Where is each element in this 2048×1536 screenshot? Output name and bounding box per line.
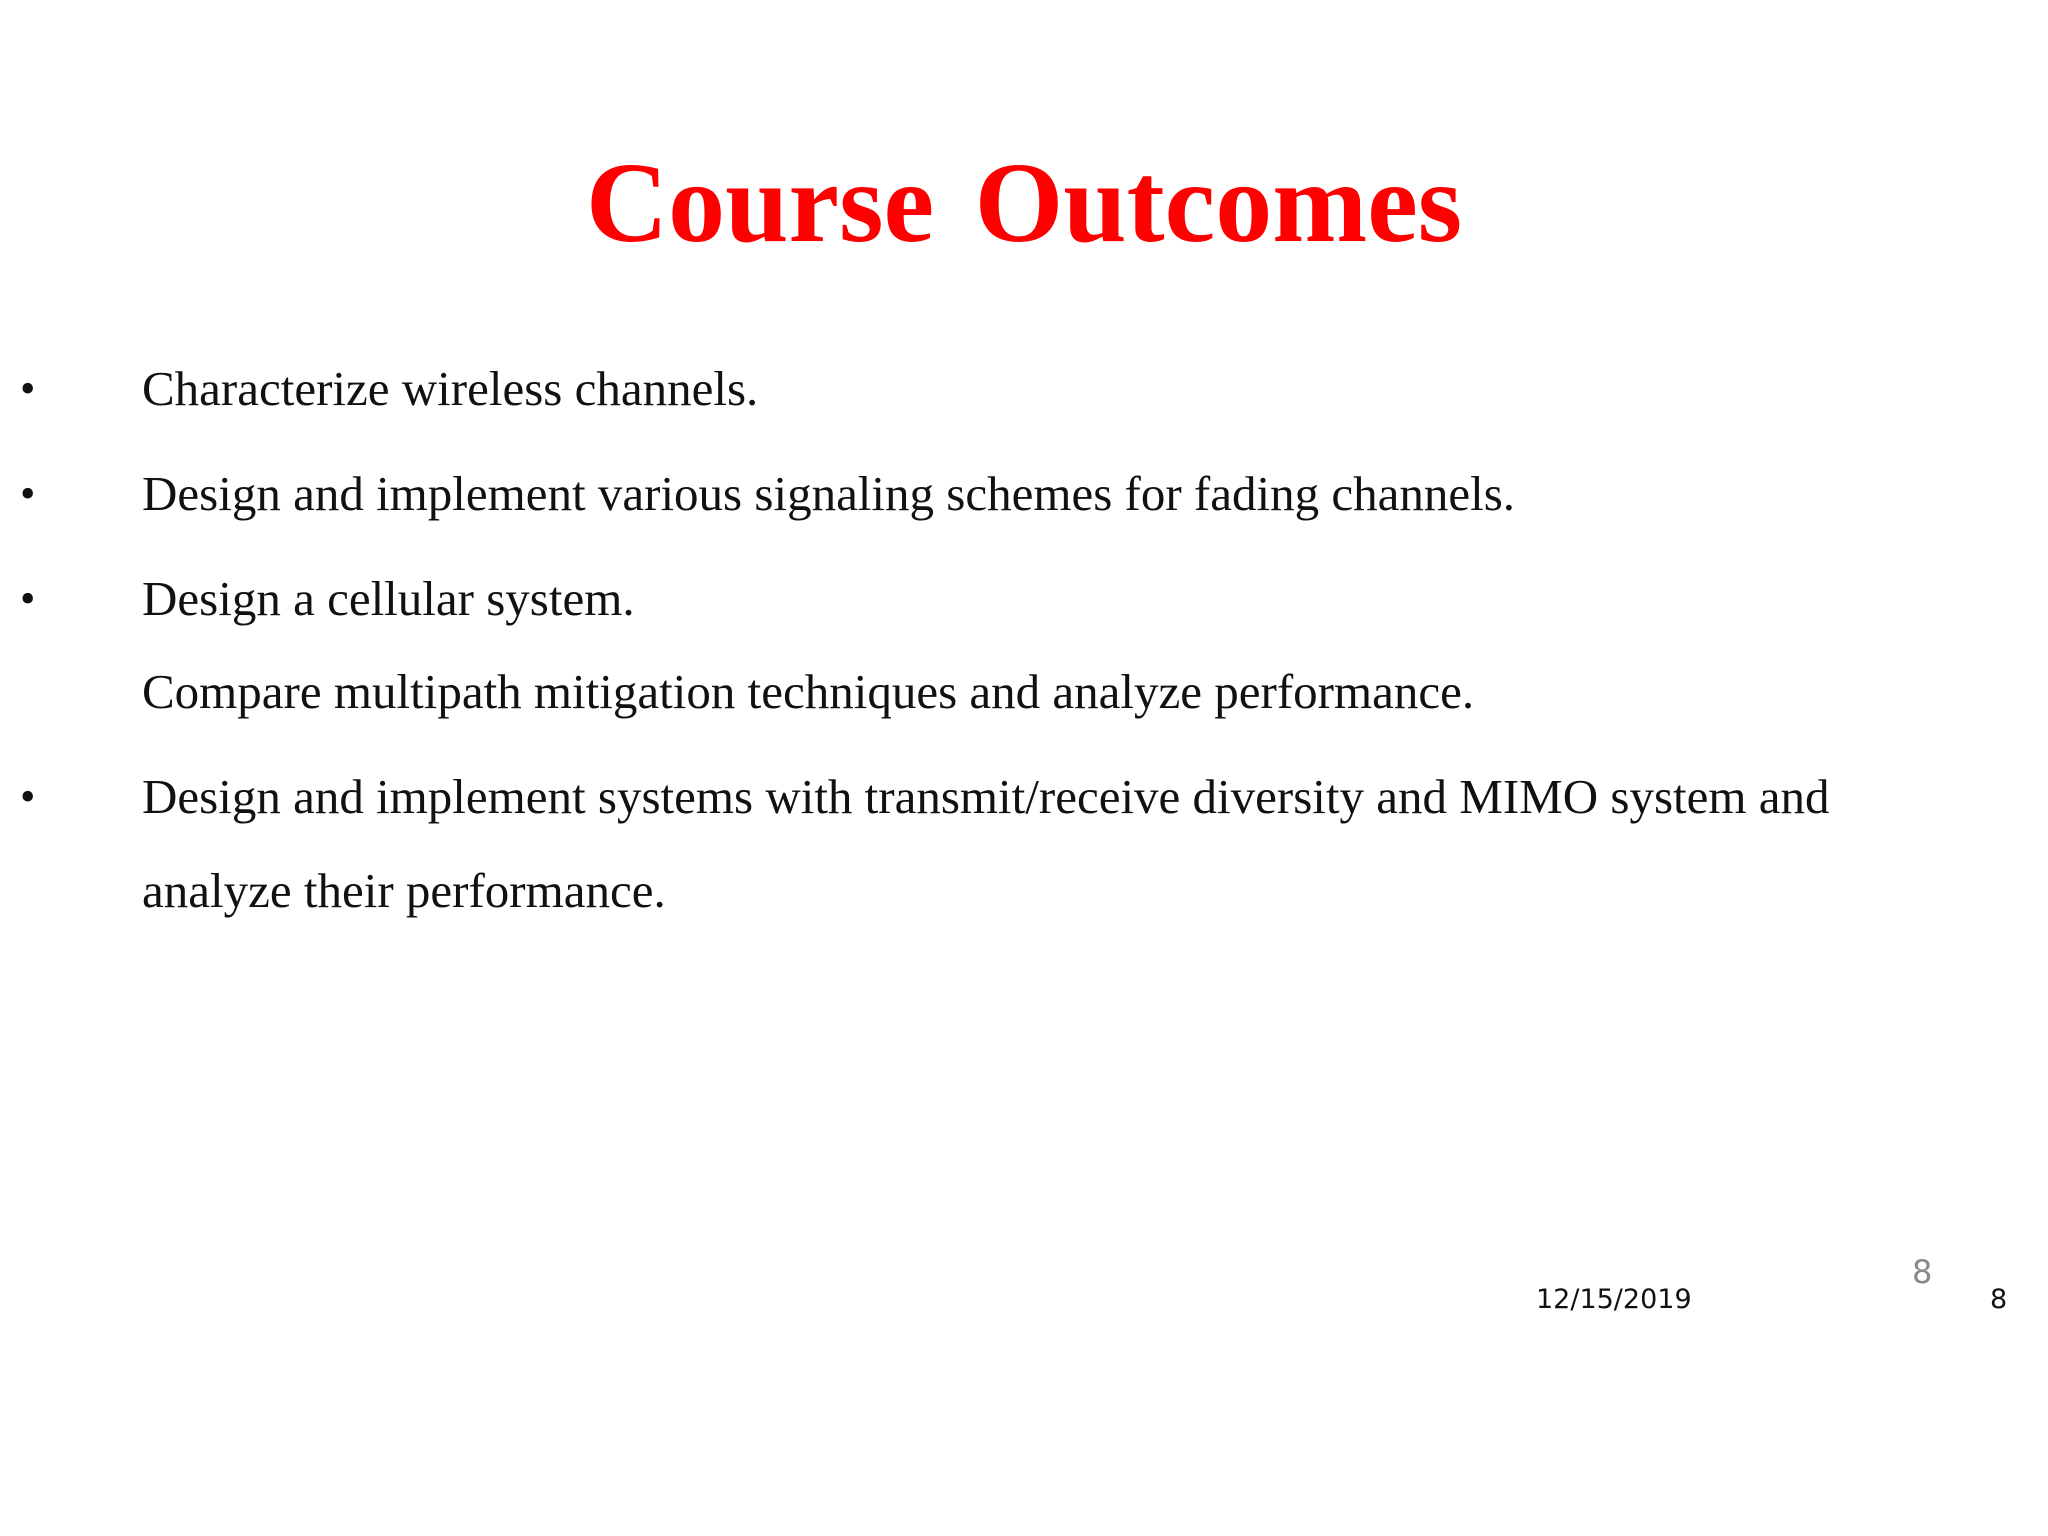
outcome-line [0, 767, 2048, 827]
bullet-icon: • [20, 772, 36, 821]
slide-number-gray: 8 [1912, 1253, 1933, 1291]
outcome-text: Compare multipath mitigation techniques and analyze performance. [142, 664, 1475, 719]
outcome-line [0, 861, 2048, 921]
outcome-text: Design and implement various signaling schemes for fading channels. [142, 466, 1516, 521]
outcome-line [0, 662, 2048, 722]
bullet-icon: • [20, 364, 36, 413]
outcome-line [0, 569, 2048, 629]
outcome-text: Design a cellular system. [142, 571, 635, 626]
outcome-text: Design and implement systems with transmit/receive diversity and MIMO system and [142, 769, 1830, 824]
outcome-text: Characterize wireless channels. [142, 361, 759, 416]
slide-title: Course Outcomes [585, 139, 1463, 266]
outcome-line [0, 464, 2048, 524]
bullet-icon: • [20, 574, 36, 623]
slide-number: 8 [1990, 1284, 2008, 1315]
outcome-line [0, 359, 2048, 419]
outcome-text: analyze their performance. [142, 863, 666, 918]
footer-date: 12/15/2019 [1536, 1284, 1692, 1315]
bullet-icon: • [20, 469, 36, 518]
